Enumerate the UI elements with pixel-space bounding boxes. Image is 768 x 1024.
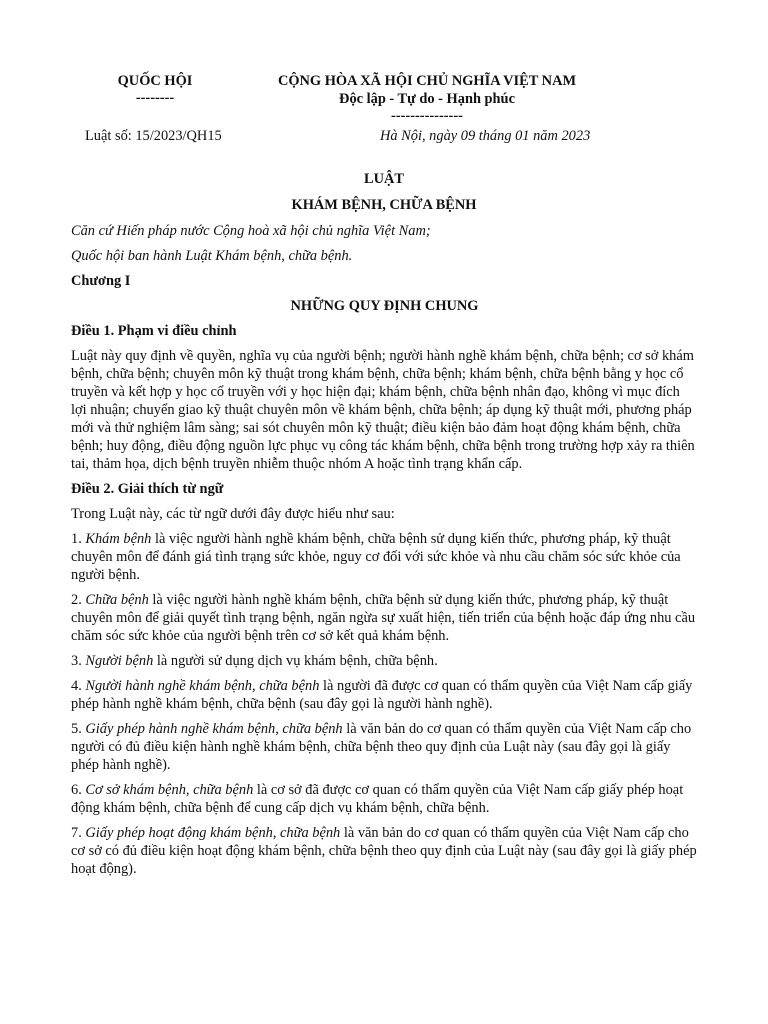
chapter-label: Chương I xyxy=(71,273,131,289)
definition-item xyxy=(71,720,698,774)
preamble-basis: Căn cứ Hiến pháp nước Cộng hoà xã hội chủ nghĩa Việt Nam; xyxy=(71,223,431,239)
definition-number: 2. xyxy=(71,592,86,608)
title-line-2: KHÁM BỆNH, CHỮA BỆNH xyxy=(291,197,477,213)
definition-text: là cơ sở đã được cơ quan có thẩm quyền của Việt Nam cấp giấy phép hoạt động khám bệnh, chữa bệnh để cung cấp dịch vụ khám bệnh, chữa bệnh. xyxy=(71,782,684,816)
definition-term: Giấy phép hành nghề khám bệnh, chữa bệnh xyxy=(85,721,343,737)
definition-item xyxy=(71,824,698,878)
definition-number: 5. xyxy=(71,721,86,737)
issuer-block xyxy=(90,72,220,106)
article-1-body: Luật này quy định về quyền, nghĩa vụ của người bệnh; người hành nghề khám bệnh, chữa bệnh; cơ sở khám bệnh, chữa bệnh; chuyên môn kỹ thuật trong khám bệnh, chữa bệnh; khám bệnh, chữa bệnh bằng y học cổ truyền và kết hợp y học cổ truyền với y học hiện đại; khám bệnh, chữa bệnh nhân đạo, không vì mục đích lợi nhuận; chuyển giao kỹ thuật chuyên môn về khám bệnh, chữa bệnh; áp dụng kỹ thuật mới, phương pháp mới và thử nghiệm lâm sàng; sai sót chuyên môn kỹ thuật; điều kiện bảo đảm hoạt động khám bệnh, chữa bệnh; huy động, điều động nguồn lực phục vụ công tác khám bệnh, chữa bệnh trong trường hợp xảy ra thiên tai, thảm họa, dịch bệnh truyền nhiễm thuộc nhóm A hoặc tình trạng khẩn cấp. xyxy=(71,348,695,472)
motto-divider: --------------- xyxy=(391,108,463,124)
definition-number: 6. xyxy=(71,782,86,798)
national-motto: Độc lập - Tự do - Hạnh phúc xyxy=(339,91,515,107)
definition-term: Khám bệnh xyxy=(85,531,152,547)
definition-term: Cơ sở khám bệnh, chữa bệnh xyxy=(85,782,254,798)
article-2-title: Điều 2. Giải thích từ ngữ xyxy=(71,481,224,497)
chapter-title: NHỮNG QUY ĐỊNH CHUNG xyxy=(290,298,479,314)
definition-number: 4. xyxy=(71,678,86,694)
definition-item xyxy=(71,530,698,584)
definition-item xyxy=(71,591,698,645)
definition-number: 1. xyxy=(71,531,86,547)
definition-text: là người đã được cơ quan có thẩm quyền của Việt Nam cấp giấy phép hành nghề khám bệnh, chữa bệnh (sau đây gọi là người hành nghề). xyxy=(71,678,693,712)
definition-term: Giấy phép hoạt động khám bệnh, chữa bệnh xyxy=(85,825,341,841)
document-body xyxy=(71,222,698,885)
definition-text: là văn bản do cơ quan có thẩm quyền của Việt Nam cấp cho cơ sở có đủ điều kiện hoạt động khám bệnh, chữa bệnh theo quy định của Luật này (sau đây gọi là giấy phép hoạt động). xyxy=(71,825,697,877)
title-line-1: LUẬT xyxy=(364,171,404,187)
definition-text: là việc người hành nghề khám bệnh, chữa bệnh sử dụng kiến thức, phương pháp, kỹ thuật chuyên môn để đánh giá tình trạng sức khỏe, nguy cơ đối với sức khỏe và nhu cầu chăm sóc sức khỏe của người bệnh. xyxy=(71,531,681,583)
national-title-block xyxy=(262,72,592,124)
definition-item xyxy=(71,677,698,713)
law-number: Luật số: 15/2023/QH15 xyxy=(85,128,222,144)
definition-text: là văn bản do cơ quan có thẩm quyền của Việt Nam cấp cho người có đủ điều kiện hành nghề khám bệnh, chữa bệnh theo quy định của Luật này (sau đây gọi là giấy phép hành nghề). xyxy=(71,721,692,773)
definition-text: là người sử dụng dịch vụ khám bệnh, chữa bệnh. xyxy=(153,653,438,669)
definition-term: Người bệnh xyxy=(85,653,154,669)
definition-term: Người hành nghề khám bệnh, chữa bệnh xyxy=(85,678,320,694)
article-1-title: Điều 1. Phạm vi điều chỉnh xyxy=(71,323,237,339)
issue-date: Hà Nội, ngày 09 tháng 01 năm 2023 xyxy=(380,128,591,144)
document-title xyxy=(0,170,768,222)
definition-item xyxy=(71,781,698,817)
preamble-enactment: Quốc hội ban hành Luật Khám bệnh, chữa bệnh. xyxy=(71,248,353,264)
national-title: CỘNG HÒA XÃ HỘI CHỦ NGHĨA VIỆT NAM xyxy=(277,73,577,89)
article-2-intro: Trong Luật này, các từ ngữ dưới đây được hiểu như sau: xyxy=(71,506,395,522)
issuer-divider: -------- xyxy=(135,90,175,106)
definition-number: 3. xyxy=(71,653,86,669)
issuer-name: QUỐC HỘI xyxy=(117,73,193,89)
definition-term: Chữa bệnh xyxy=(85,592,149,608)
definition-text: là việc người hành nghề khám bệnh, chữa bệnh sử dụng kiến thức, phương pháp, kỹ thuật chuyên môn để giải quyết tình trạng bệnh, ngăn ngừa sự xuất hiện, tiến triển của bệnh hoặc đáp ứng nhu cầu chăm sóc sức khỏe của người bệnh trên cơ sở kết quả khám bệnh. xyxy=(71,592,696,644)
definition-item xyxy=(71,652,698,670)
definition-number: 7. xyxy=(71,825,86,841)
